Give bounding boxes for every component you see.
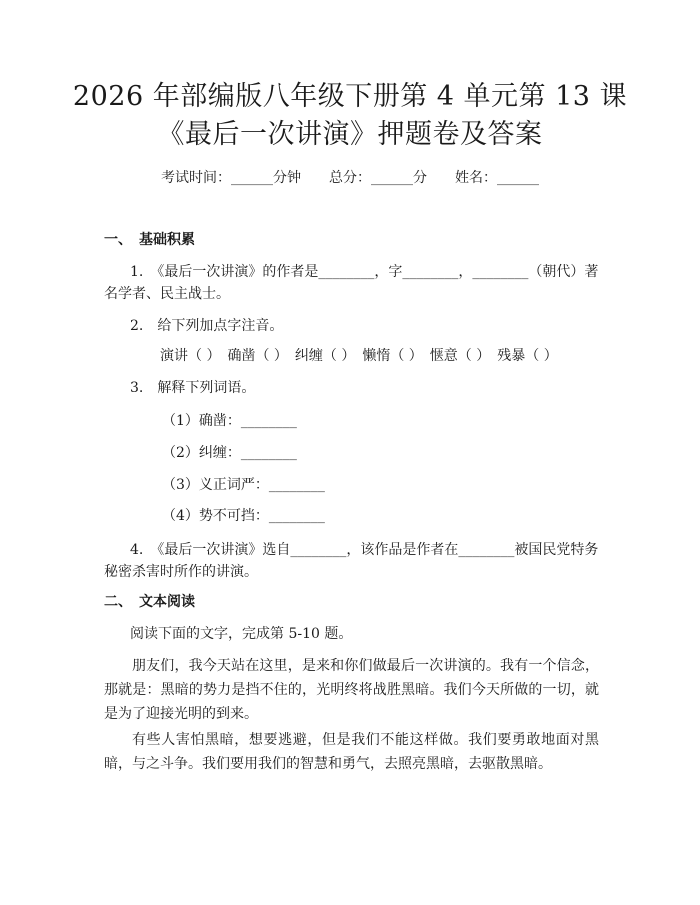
question-2-items: 演讲（ ） 确凿（ ） 纠缠（ ） 懒惰（ ） 惬意（ ） 残暴（ ） (160, 348, 558, 364)
question-3-item-2: （2）纠缠：________ (162, 445, 297, 461)
page-subtitle: 《最后一次讲演》押题卷及答案 (157, 119, 543, 150)
question-3-item-3: （3）义正词严：________ (162, 477, 325, 493)
question-4-line-2: 秘密杀害时所作的讲演。 (104, 564, 258, 580)
question-2: 2. 给下列加点字注音。 (130, 318, 284, 334)
question-3: 3. 解释下列词语。 (130, 380, 256, 396)
section-heading-basics: 一、 基础积累 (104, 232, 195, 248)
reading-instructions: 阅读下面的文字，完成第 5-10 题。 (130, 626, 353, 642)
question-1-line-2: 名学者、民主战士。 (104, 286, 230, 302)
exam-info: 考试时间：______分钟 总分：______分 姓名：______ (161, 170, 539, 186)
page-title: 2026 年部编版八年级下册第 4 单元第 13 课 (72, 81, 628, 112)
question-3-item-1: （1）确凿：________ (162, 413, 297, 429)
question-3-item-4: （4）势不可挡：________ (162, 508, 325, 524)
question-1-line-1: 1. 《最后一次讲演》的作者是________，字________，________（朝代）著 (130, 264, 599, 280)
reading-paragraph-1: 朋友们，我今天站在这里，是来和你们做最后一次讲演的。我有一个信念，那就是：黑暗的势力是挡不住的，光明终将战胜黑暗。我们今天所做的一切，就是为了迎接光明的到来。 (104, 658, 599, 722)
question-4-line-1: 4. 《最后一次讲演》选自________，该作品是作者在________被国民党特务 (130, 542, 599, 558)
section-heading-reading: 二、 文本阅读 (104, 594, 195, 610)
reading-paragraph-2: 有些人害怕黑暗，想要逃避，但是我们不能这样做。我们要勇敢地面对黑暗，与之斗争。我们要用我们的智慧和勇气，去照亮黑暗，去驱散黑暗。 (104, 732, 599, 772)
